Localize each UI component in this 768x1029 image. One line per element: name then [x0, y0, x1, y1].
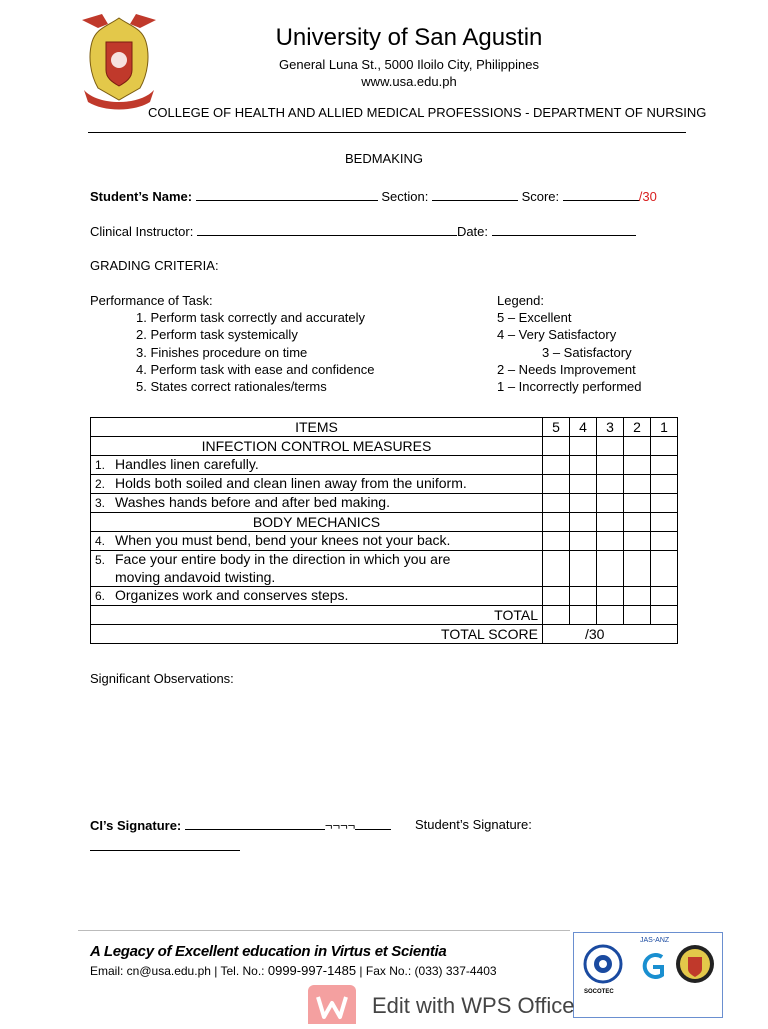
- score-cell[interactable]: [543, 606, 570, 625]
- score-cell[interactable]: [597, 513, 624, 532]
- item-number: 2.: [95, 477, 106, 491]
- criteria-item: 2. Perform task systemically: [136, 327, 298, 343]
- criteria-item: 1. Perform task correctly and accurately: [136, 310, 366, 326]
- footer-divider: [78, 930, 570, 931]
- header-divider: [88, 132, 686, 133]
- grading-table: [90, 417, 678, 644]
- score-cell[interactable]: [543, 513, 570, 532]
- criteria-item: 3. Finishes procedure on time: [136, 344, 308, 360]
- legend-item: 2 – Needs Improvement: [497, 361, 636, 377]
- score-cell[interactable]: [543, 475, 570, 494]
- college-department: COLLEGE OF HEALTH AND ALLIED MEDICAL PROFESSIONS - DEPARTMENT OF NURSING: [148, 105, 707, 120]
- score-cell[interactable]: [651, 475, 678, 494]
- score-cell[interactable]: [651, 494, 678, 513]
- score-cell[interactable]: [543, 456, 570, 475]
- university-name: University of San Agustin: [275, 24, 543, 51]
- score-cell[interactable]: [624, 437, 651, 456]
- section-row: [91, 437, 678, 456]
- legend: [497, 292, 642, 395]
- cert-jasanz-label: JAS-ANZ: [640, 937, 670, 944]
- legend-title: Legend:: [497, 293, 544, 308]
- footer-motto: A Legacy of Excellent education in Virtus et Scientia: [90, 943, 447, 960]
- contact-email: Email: cn@usa.edu.ph: [90, 964, 211, 978]
- score-field[interactable]: [563, 188, 639, 201]
- cert-socotec-label: SOCOTEC: [584, 989, 614, 995]
- score-cell[interactable]: [624, 551, 651, 587]
- item-cell: [91, 494, 543, 513]
- score-cell[interactable]: [597, 437, 624, 456]
- score-cell[interactable]: [570, 606, 597, 625]
- wps-watermark[interactable]: [308, 985, 588, 1024]
- score-cell[interactable]: [543, 494, 570, 513]
- ci-signature-label: CI’s Signature:: [90, 818, 182, 833]
- item-cell: [91, 551, 543, 587]
- item-number: 4.: [95, 534, 106, 548]
- item-text: Holds both soiled and clean linen away from the uniform.: [115, 475, 467, 491]
- instructor-field[interactable]: [197, 223, 457, 236]
- score-cell[interactable]: [597, 606, 624, 625]
- student-info-row: [90, 188, 657, 204]
- score-header-2: 2: [624, 418, 651, 437]
- university-seal-icon: [674, 943, 716, 985]
- score-cell[interactable]: [543, 532, 570, 551]
- score-cell[interactable]: [597, 532, 624, 551]
- item-text: Handles linen carefully.: [115, 456, 259, 472]
- ci-signature-field-end[interactable]: [355, 817, 391, 830]
- score-cell[interactable]: [597, 587, 624, 606]
- section-label: Section:: [381, 189, 429, 204]
- ci-signature-field[interactable]: [185, 817, 325, 830]
- table-row: [91, 587, 678, 606]
- score-cell[interactable]: [597, 475, 624, 494]
- item-text-continued: moving andavoid twisting.: [115, 569, 276, 585]
- score-cell[interactable]: [651, 456, 678, 475]
- table-header-row: [91, 418, 678, 437]
- table-row: [91, 475, 678, 494]
- score-cell[interactable]: [543, 551, 570, 587]
- socotec-logo-icon: [582, 943, 624, 985]
- grading-criteria-label: GRADING CRITERIA:: [90, 258, 219, 273]
- item-text: Face your entire body in the direction in which you are: [115, 551, 451, 567]
- section-field[interactable]: [432, 188, 518, 201]
- contact-tel: 0999-997-1485: [267, 963, 357, 978]
- total-score-row: [91, 625, 678, 644]
- legend-item: 5 – Excellent: [497, 310, 572, 326]
- score-header-1: 1: [651, 418, 678, 437]
- university-address-block: [0, 56, 768, 90]
- section-row: [91, 513, 678, 532]
- score-cell[interactable]: [597, 551, 624, 587]
- table-row: [91, 456, 678, 475]
- form-subject: BEDMAKING: [344, 151, 423, 166]
- score-cell[interactable]: [624, 475, 651, 494]
- university-address: General Luna St., 5000 Iloilo City, Philippines: [279, 57, 539, 72]
- ci-signature-row: [90, 817, 391, 833]
- section-title-infection: INFECTION CONTROL MEASURES: [91, 437, 543, 456]
- student-signature-field[interactable]: [90, 838, 240, 851]
- wps-logo-icon: [308, 985, 356, 1024]
- date-field[interactable]: [492, 223, 636, 236]
- item-cell: [91, 587, 543, 606]
- performance-criteria: [90, 292, 374, 395]
- student-name-label: Student’s Name:: [90, 189, 193, 204]
- criteria-item: 4. Perform task with ease and confidence: [136, 361, 375, 377]
- score-cell[interactable]: [570, 494, 597, 513]
- criteria-item: 5. States correct rationales/terms: [136, 379, 327, 395]
- observations-label: Significant Observations:: [90, 671, 234, 686]
- score-cell[interactable]: [651, 513, 678, 532]
- date-label: Date:: [456, 224, 489, 239]
- item-text: Organizes work and conserves steps.: [115, 587, 349, 603]
- score-cell[interactable]: [624, 513, 651, 532]
- instructor-label: Clinical Instructor:: [90, 224, 194, 239]
- score-cell[interactable]: [543, 437, 570, 456]
- university-website: www.usa.edu.ph: [361, 74, 457, 89]
- score-cell[interactable]: [651, 587, 678, 606]
- score-cell[interactable]: [570, 532, 597, 551]
- items-header: ITEMS: [91, 418, 543, 437]
- score-header-5: 5: [543, 418, 570, 437]
- ci-signature-marks: ¬¬¬¬: [324, 818, 356, 833]
- total-row: [91, 606, 678, 625]
- table-row: [91, 532, 678, 551]
- table-row: [91, 551, 678, 587]
- score-header-3: 3: [597, 418, 624, 437]
- score-cell[interactable]: [624, 494, 651, 513]
- item-cell: [91, 532, 543, 551]
- wps-watermark-text: Edit with WPS Office: [372, 993, 575, 1018]
- contact-tel-label: Tel. No.:: [220, 964, 265, 978]
- score-cell[interactable]: [651, 606, 678, 625]
- section-title-body-mechanics: BODY MECHANICS: [91, 513, 543, 532]
- total-score-label: TOTAL SCORE: [91, 625, 543, 644]
- item-cell: [91, 475, 543, 494]
- legend-item: 1 – Incorrectly performed: [497, 379, 642, 395]
- item-number: 6.: [95, 589, 106, 603]
- jasanz-logo-icon: [638, 951, 668, 981]
- score-cell[interactable]: [624, 456, 651, 475]
- score-cell[interactable]: [597, 494, 624, 513]
- item-text: When you must bend, bend your knees not your back.: [115, 532, 451, 548]
- score-cell[interactable]: [651, 532, 678, 551]
- score-cell[interactable]: [624, 532, 651, 551]
- student-name-field[interactable]: [196, 188, 378, 201]
- score-total: /30: [638, 189, 657, 204]
- score-cell[interactable]: [570, 587, 597, 606]
- student-signature-label: Student’s Signature:: [415, 817, 532, 832]
- total-score-value[interactable]: /30: [543, 625, 678, 644]
- footer-contact: Email: cn@usa.edu.ph | Tel. No.: 0999-997-1485 | Fax No.: (033) 337-4403: [90, 963, 497, 978]
- score-label: Score:: [521, 189, 560, 204]
- criteria-title: Performance of Task:: [90, 293, 213, 308]
- total-label: TOTAL: [91, 606, 543, 625]
- score-cell[interactable]: [624, 587, 651, 606]
- score-cell[interactable]: [651, 551, 678, 587]
- table-row: [91, 494, 678, 513]
- legend-item: 3 – Satisfactory: [542, 344, 632, 360]
- score-cell[interactable]: [570, 456, 597, 475]
- score-cell[interactable]: [570, 475, 597, 494]
- certification-logos: [573, 932, 723, 1018]
- score-cell[interactable]: [543, 587, 570, 606]
- item-number: 5.: [95, 553, 106, 567]
- score-cell[interactable]: [624, 606, 651, 625]
- score-cell[interactable]: [597, 456, 624, 475]
- item-text: Washes hands before and after bed making.: [115, 494, 390, 510]
- item-cell: [91, 456, 543, 475]
- score-cell[interactable]: [570, 551, 597, 587]
- score-cell[interactable]: [570, 437, 597, 456]
- item-number: 3.: [95, 496, 106, 510]
- item-number: 1.: [95, 458, 106, 472]
- contact-fax: Fax No.: (033) 337-4403: [365, 964, 497, 978]
- score-header-4: 4: [570, 418, 597, 437]
- score-cell[interactable]: [570, 513, 597, 532]
- instructor-row: [90, 223, 636, 239]
- legend-item: 4 – Very Satisfactory: [497, 327, 617, 343]
- score-cell[interactable]: [651, 437, 678, 456]
